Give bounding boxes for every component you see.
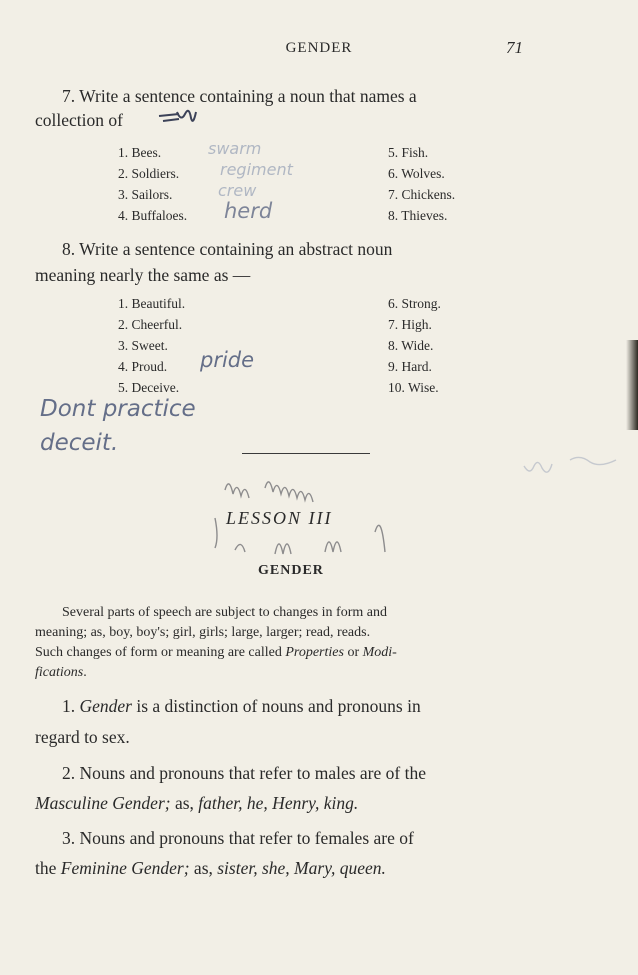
exercise-7-prompt-line1: 7. Write a sentence containing a noun that names a	[62, 86, 417, 106]
examples: father, he, Henry, king.	[198, 793, 359, 813]
handwriting-note: Dont practice	[40, 396, 196, 422]
rule-2-line	[35, 790, 358, 817]
exercise-7-item: 8. Thieves.	[388, 208, 448, 223]
page-edge-shadow	[626, 340, 638, 430]
handwriting-note: deceit.	[40, 430, 119, 456]
exercise-7-item: 2. Soldiers.	[118, 166, 180, 181]
exercise-7-item: 5. Fish.	[388, 145, 429, 160]
intro-line	[35, 643, 397, 663]
exercise-8-prompt-line2: meaning nearly the same as —	[35, 265, 251, 285]
handwriting-answer: crew	[218, 181, 257, 200]
exercise-7-item: 6. Wolves.	[388, 166, 445, 181]
rule-2-line: 2. Nouns and pronouns that refer to males are of the	[62, 763, 426, 783]
exercise-7-item: 3. Sailors.	[118, 187, 173, 202]
handwriting-answer: herd	[224, 199, 273, 223]
exercise-7-item: 7. Chickens.	[388, 187, 456, 202]
exercise-8-item: 5. Deceive.	[118, 380, 180, 395]
term-gender: Gender	[79, 696, 132, 716]
divider-rule	[242, 453, 370, 454]
exercise-8-item: 6. Strong.	[388, 296, 441, 311]
term-properties: Properties	[285, 645, 344, 660]
rule-3-line: 3. Nouns and pronouns that refer to females are of	[62, 828, 414, 848]
handwriting-answer: pride	[200, 348, 255, 372]
exercise-8-prompt-line1: 8. Write a sentence containing an abstract noun	[62, 239, 393, 259]
rule-1-line	[62, 693, 421, 720]
page-number: 71	[506, 38, 523, 57]
rule-3-line	[35, 855, 386, 882]
exercise-8-item: 10. Wise.	[388, 380, 439, 395]
handwriting-answer: regiment	[220, 160, 293, 179]
intro-line	[35, 663, 87, 683]
lesson-subtitle: GENDER	[258, 563, 324, 578]
exercise-7-item: 1. Bees.	[118, 145, 162, 160]
exercise-8-item: 3. Sweet.	[118, 338, 168, 353]
intro-text: or	[343, 645, 363, 660]
faint-scribble-icon	[520, 448, 620, 476]
term-modifications: Modi-	[362, 645, 397, 660]
rule-1-line: regard to sex.	[35, 727, 130, 747]
rule-text: as,	[170, 793, 199, 813]
rule-number: 1.	[62, 696, 80, 716]
exercise-8-item: 9. Hard.	[388, 359, 432, 374]
handwritten-scribble-icon	[157, 106, 197, 130]
term-feminine-gender: Feminine Gender;	[60, 858, 190, 878]
exercise-7-item: 4. Buffaloes.	[118, 208, 188, 223]
exercise-8-item: 1. Beautiful.	[118, 296, 186, 311]
running-header: GENDER	[285, 40, 353, 56]
intro-line: meaning; as, boy, boy's; girl, girls; large, larger; read, reads.	[35, 625, 371, 640]
intro-text: Such changes of form or meaning are called	[35, 645, 286, 660]
exercise-8-item: 8. Wide.	[388, 338, 434, 353]
rule-text: as,	[189, 858, 218, 878]
rule-text: is a distinction of nouns and pronouns in	[131, 696, 421, 716]
intro-text: .	[83, 665, 87, 680]
exercise-7-prompt-line2: collection of	[35, 110, 123, 130]
lesson-title: LESSON III	[226, 508, 333, 528]
exercise-8-item: 2. Cheerful.	[118, 317, 183, 332]
rule-text: the	[35, 858, 61, 878]
intro-line: Several parts of speech are subject to changes in form and	[62, 605, 387, 620]
exercise-8-item: 7. High.	[388, 317, 432, 332]
term-masculine-gender: Masculine Gender;	[35, 793, 171, 813]
examples: sister, she, Mary, queen.	[217, 858, 386, 878]
term-modifications-end: fications	[35, 665, 84, 680]
exercise-8-item: 4. Proud.	[118, 359, 168, 374]
handwriting-answer: swarm	[208, 139, 262, 158]
